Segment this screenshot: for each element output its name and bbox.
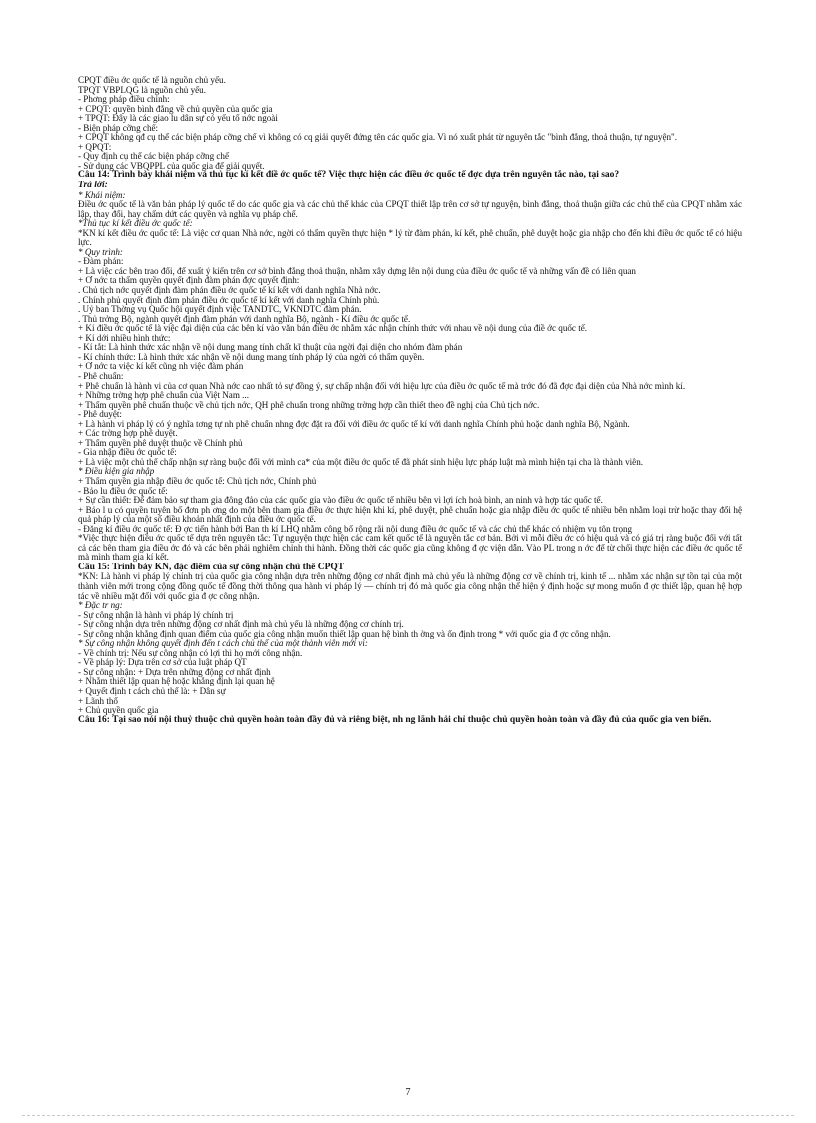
text-line: - Phê duyệt: xyxy=(78,410,122,420)
page-bottom-rule xyxy=(22,1115,794,1116)
text-line: *KN: Là hành vi pháp lý chính trị của quốc gia công nhận dựa trên những động cơ nhất định mà chủ yếu là những động cơ về chính trị, kinh tế ... nhằm xác nhận sự tồn tại của một thành viên mới trong cộng đồng quốc tế đồng thời thông qua hành vi pháp lý — chính trị đó mà quốc gia công nhận thể hiện ý định hoặc sự mong muốn đ ợc thiết lập, quan hệ hợp tác về nhiều mặt đối với quốc gia đ ợc công nhận. xyxy=(78,571,742,601)
document-body xyxy=(78,76,742,725)
text-line: + TPQT: Đây là các giao lu dân sự có yếu tố nớc ngoài xyxy=(78,114,278,124)
text-line: *Thủ tục kí kết điều ớc quốc tế: xyxy=(78,219,193,229)
text-line: . Chính phủ quyết định đàm phán điều ớc quốc tế kí kết với danh nghĩa Chính phủ. xyxy=(78,295,380,305)
text-line: + Thẩm quyền gia nhập điều ớc quốc tế: Chủ tịch nớc, Chính phủ xyxy=(78,476,317,486)
text-line: + Kí điều ớc quốc tế là việc đại diện của các bên kí vào văn bản điều ớc nhằm xác nhận chính thức với nhau về nội dung của điề ớc quốc tế. xyxy=(78,323,588,334)
text-line: * Quy trình: xyxy=(78,247,123,257)
section-heading: Câu 15: Trình bày KN, đặc điểm của sự công nhận chủ thể CPQT xyxy=(78,562,345,572)
section-heading: Câu 16: Tại sao nói nội thuỷ thuộc chủ quyền hoàn toàn đầy đủ và riêng biệt, nh ng lãnh hải chỉ thuộc chủ quyền hoàn toàn và đầy đủ của quốc gia ven biển. xyxy=(78,714,712,725)
text-line: + Chủ quyền quốc gia xyxy=(78,706,159,716)
text-line: TPQT VBPLQG là nguồn chủ yếu. xyxy=(78,85,206,95)
text-line: - Quy định cụ thể các biện pháp cỡng chế xyxy=(78,152,230,162)
text-line: + CPQT không qđ cụ thể các biện pháp cỡng chế vì không có cq giải quyết đứng tên các quốc gia. Vì nó xuất phát từ nguyên tắc "bình đẳng, thoả thuận, tự nguyện". xyxy=(78,132,678,143)
text-line: + QPQT: xyxy=(78,142,112,152)
text-line: - Đàm phán: xyxy=(78,257,124,267)
text-line: - Kí tắt: Là hình thức xác nhận về nội dung mang tính chất kĩ thuật của ngời đại diện cho nhóm đàm phán xyxy=(78,343,463,353)
text-line: + Những trờng hợp phê chuẩn của Việt Nam ... xyxy=(78,391,249,401)
text-line: + Là việc một chủ thể chấp nhận sự ràng buộc đối với mình ca* của một điều ớc quốc tế đã phát sinh hiệu lực pháp luật mà mình hiện tại cha là thành viên. xyxy=(78,456,644,467)
text-line: CPQT điều ớc quốc tế là nguồn chủ yếu. xyxy=(78,76,226,85)
text-line: - Sự công nhận là hành vi pháp lý chính trị xyxy=(78,610,234,620)
text-line: - Bảo lu điều ớc quốc tế: xyxy=(78,486,168,496)
text-line: *Việc thực hiện điều ớc quốc tế dựa trên nguyên tắc: Tự nguyện thực hiện các cam kết quốc tế là nguyên tắc cơ bản. Bởi vì mỗi điều ớc có hiệu quả và có giá trị ràng buộc đối với tất cả các bên tham gia điều ớc đó và các bên phải nghiêm chỉnh thi hành. Đồng thời các quốc gia cũng không đ ợc viện dẫn. Vào PL trong n ớc để từ chối thực hiện các điều ớc quốc tế mà mình tham gia kí kết. xyxy=(78,533,742,563)
text-line: + Ở nớc ta việc kí kết cũng nh việc đàm phán xyxy=(78,362,244,372)
text-line: + Kí dới nhiều hình thức: xyxy=(78,333,171,343)
text-line: - Về pháp lý: Dựa trên cơ sở của luật pháp QT xyxy=(78,658,247,668)
text-line: * Khái niệm: xyxy=(78,190,126,200)
text-line: - Biện pháp cỡng chế: xyxy=(78,123,159,133)
text-line: + Quyết định t cách chủ thể là: + Dân sự xyxy=(78,687,226,696)
text-line: - Về chính trị: Nếu sự công nhận có lợi thì họ mới công nhận. xyxy=(78,648,303,658)
text-line: - Gia nhập điều ớc quốc tế: xyxy=(78,448,177,458)
section-heading: Trả lời: xyxy=(78,181,108,191)
text-line: + Ở nớc ta thẩm quyền quyết định đàm phán đợc quyết định: xyxy=(78,276,300,286)
text-line: - Sự công nhận dựa trên những động cơ nhất định mà chủ yếu là những động cơ chính trị. xyxy=(78,620,404,630)
text-line: + Sự cần thiết: Để đảm bảo sự tham gia đông đảo của các quốc gia vào điều ớc quốc tế nhiều bên vì lợi ích hoà bình, an ninh và hợp tác quốc tế. xyxy=(78,495,603,506)
text-line: + Bảo l u có quyền tuyên bố đơn ph ơng do một bên tham gia điều ớc thực hiện khi kí, phê duyệt, phê chuẩn hoặc gia nhập điều ớc quốc tế nhiều bên nhằm loại trừ hoặc thay đổi hệ quả pháp lý của một số điều khoản nhất định của điều ớc quốc tế. xyxy=(78,504,742,525)
section-heading: Câu 14: Trình bày khái niệm và thủ tục kí kết điề ớc quốc tế? Việc thực hiện các điều ớc quốc tế đợc dựa trên nguyên tắc nào, tại sao? xyxy=(78,170,620,181)
text-line: . Chủ tịch nớc quyết định đàm phán điều ớc quốc tế kí kết với danh nghĩa Nhà nớc. xyxy=(78,286,381,296)
text-line: + CPQT: quyền bình đẳng về chủ quyền của quốc gia xyxy=(78,104,273,114)
text-line: - Sử dụng các VBQPPL của quốc gia để giải quyết. xyxy=(78,161,265,171)
page-number: 7 xyxy=(405,1087,411,1098)
text-line: * Đặc tr ng: xyxy=(78,601,123,611)
text-line: - Đăng kí điều ớc quốc tế: Đ ợc tiến hành bởi Ban th kí LHQ nhằm công bố rộng rãi nội dung điều ớc quốc tế và các chủ thể khác có nhiệm vụ tôn trọng xyxy=(78,523,633,534)
text-line: + Thẩm quyền phê duyệt thuộc về Chính phủ xyxy=(78,438,243,448)
text-line: * Điều kiện gia nhập xyxy=(78,467,155,477)
text-line: * Sự công nhận không quyết định đến t cách chủ thể của một thành viên mới vì: xyxy=(78,639,368,649)
text-line: - Kí chính thức: Là hình thức xác nhận về nội dung mang tính pháp lý của ngời có thẩm quyền. xyxy=(78,352,425,362)
text-line: + Là hành vi pháp lý có ý nghĩa tơng tự nh phê chuẩn nhng đợc đặt ra đối với điều ớc quốc tế kí với danh nghĩa Chính phủ hoặc danh nghĩa Bộ, Ngành. xyxy=(78,418,630,429)
text-line: - Sự công nhận khẳng định quan điểm của quốc gia công nhận muốn thiết lập quan hệ bình th ờng và ổn định trong * với quốc gia đ ợc công nhận. xyxy=(78,628,611,639)
text-line: - Sự công nhận: + Dựa trên những động cơ nhất định xyxy=(78,667,271,677)
text-line: + Là việc các bên trao đổi, để xuất ý kiến trên cơ sở bình đẳng thoả thuận, nhằm xây dựng lên nội dung của điều ớc quốc tế và những vấn đề có liên quan xyxy=(78,265,636,276)
text-line: + Phê chuẩn là hành vi của cơ quan Nhà nớc cao nhất tỏ sự đồng ý, sự chấp nhận đối với hiệu lực của điều ớc quốc tế mà trớc đó đã đợc đại diện của Nhà nớc mình kí. xyxy=(78,380,686,391)
text-line: + Nhằm thiết lập quan hệ hoặc khẳng định lại quan hệ xyxy=(78,677,275,687)
text-line: Điều ớc quốc tế là văn bản pháp lý quốc tế do các quốc gia và các chủ thể khác của CPQT thiết lập trên cơ sở tự nguyện, bình đẳng, thoả thuận giữa các chủ thể của CPQT nhằm xác lập, thay đổi, hay chấm dứt các quyền và nghĩa vụ pháp chế. xyxy=(78,199,742,219)
text-line: + Thẩm quyền phê chuẩn thuộc về chủ tịch nớc, QH phê chuẩn trong những trờng hợp cần thiết theo đề nghị của Chủ tịch nớc. xyxy=(78,399,540,410)
text-line: - Phơng pháp điều chỉnh: xyxy=(78,95,170,105)
text-line: *KN kí kết điều ớc quốc tế: Là việc cơ quan Nhà nớc, ngời có thẩm quyền thực hiện * lý từ đàm phán, kí kết, phê chuẩn, phê duyệt hoặc gia nhập cho đến khi điều ớc quốc tế có hiệu lực. xyxy=(78,227,742,248)
text-line: . Uỷ ban Thờng vụ Quốc hội quyết định việc TANDTC, VKNDTC đàm phán. xyxy=(78,305,362,315)
text-line: - Phê chuẩn: xyxy=(78,371,124,381)
text-line: + Các trờng hợp phê duyệt. xyxy=(78,429,178,439)
text-line: + Lãnh thổ xyxy=(78,696,118,706)
text-line: . Thủ trởng Bộ, ngành quyết định đàm phán với danh nghĩa Bộ, ngành - Kí điều ớc quốc tế. xyxy=(78,314,411,324)
